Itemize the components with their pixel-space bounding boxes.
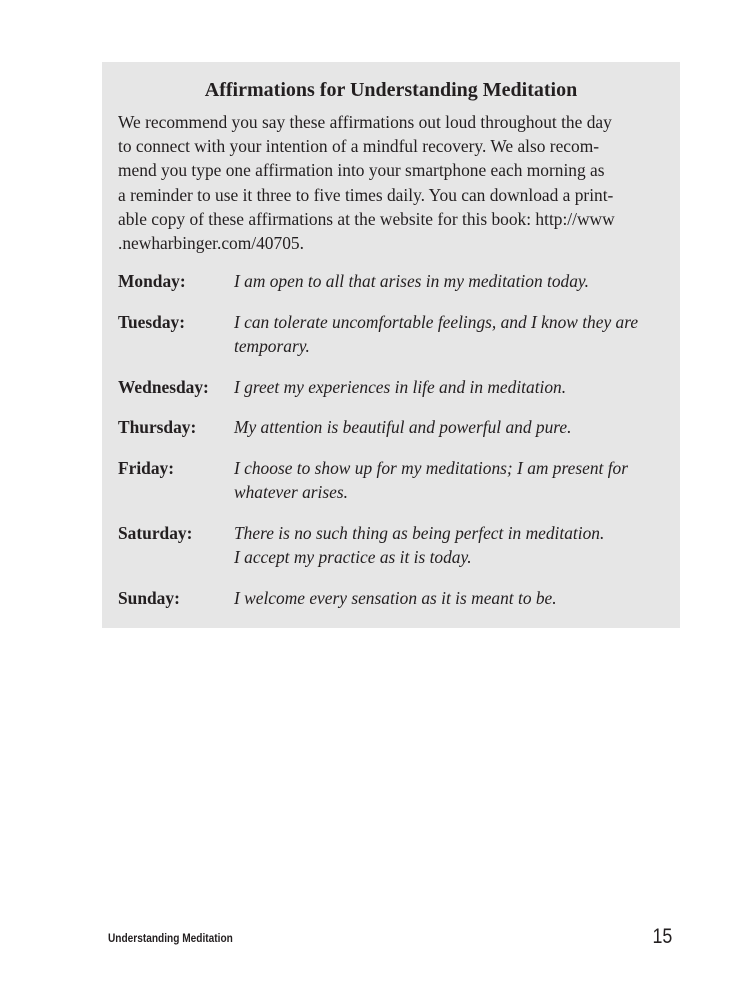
intro-line: mend you type one affirmation into your smartphone each morning as: [118, 160, 605, 181]
affirmation-text: I greet my experiences in life and in meditation.: [234, 376, 567, 397]
running-footer-section: Understanding Meditation: [108, 933, 233, 945]
affirmation-text: I can tolerate uncomfortable feelings, and I know they are temporary.: [234, 311, 639, 357]
day-label: Friday:: [118, 457, 175, 478]
affirmation-row-thursday: [118, 415, 664, 440]
day-label: Sunday:: [118, 587, 180, 608]
intro-line: .newharbinger.com/40705.: [118, 233, 304, 254]
day-label: Thursday:: [118, 417, 197, 438]
day-label: Monday:: [118, 271, 186, 292]
affirmation-row-sunday: [118, 586, 664, 611]
intro-line: to connect with your intention of a mindful recovery. We also recom-: [118, 136, 600, 157]
affirmation-text: My attention is beautiful and powerful and pure.: [234, 417, 572, 438]
affirmation-row-monday: [118, 269, 664, 294]
affirmation-text: I choose to show up for my meditations; I am present for whatever arises.: [234, 457, 628, 503]
affirmation-row-wednesday: [118, 375, 664, 400]
affirmation-row-tuesday: [118, 310, 664, 359]
day-label: Saturday:: [118, 522, 193, 543]
affirmation-text: I am open to all that arises in my meditation today.: [234, 271, 590, 292]
affirmation-list: [118, 269, 664, 610]
affirmations-box: [102, 62, 680, 628]
affirmation-row-saturday: [118, 521, 664, 570]
intro-paragraph: [118, 110, 664, 255]
intro-line: able copy of these affirmations at the website for this book: http://www: [118, 208, 615, 229]
page-number: 15: [652, 925, 672, 948]
day-label: Tuesday:: [118, 311, 186, 332]
day-label: Wednesday:: [118, 376, 209, 397]
affirmation-text: I welcome every sensation as it is meant to be.: [234, 587, 557, 608]
box-title: Affirmations for Understanding Meditation: [204, 79, 578, 101]
affirmation-text: There is no such thing as being perfect in meditation. I accept my practice as it is today.: [234, 522, 605, 568]
intro-line: a reminder to use it three to five times daily. You can download a print-: [118, 184, 614, 205]
affirmation-row-friday: [118, 456, 664, 505]
intro-line: We recommend you say these affirmations out loud throughout the day: [118, 112, 612, 132]
